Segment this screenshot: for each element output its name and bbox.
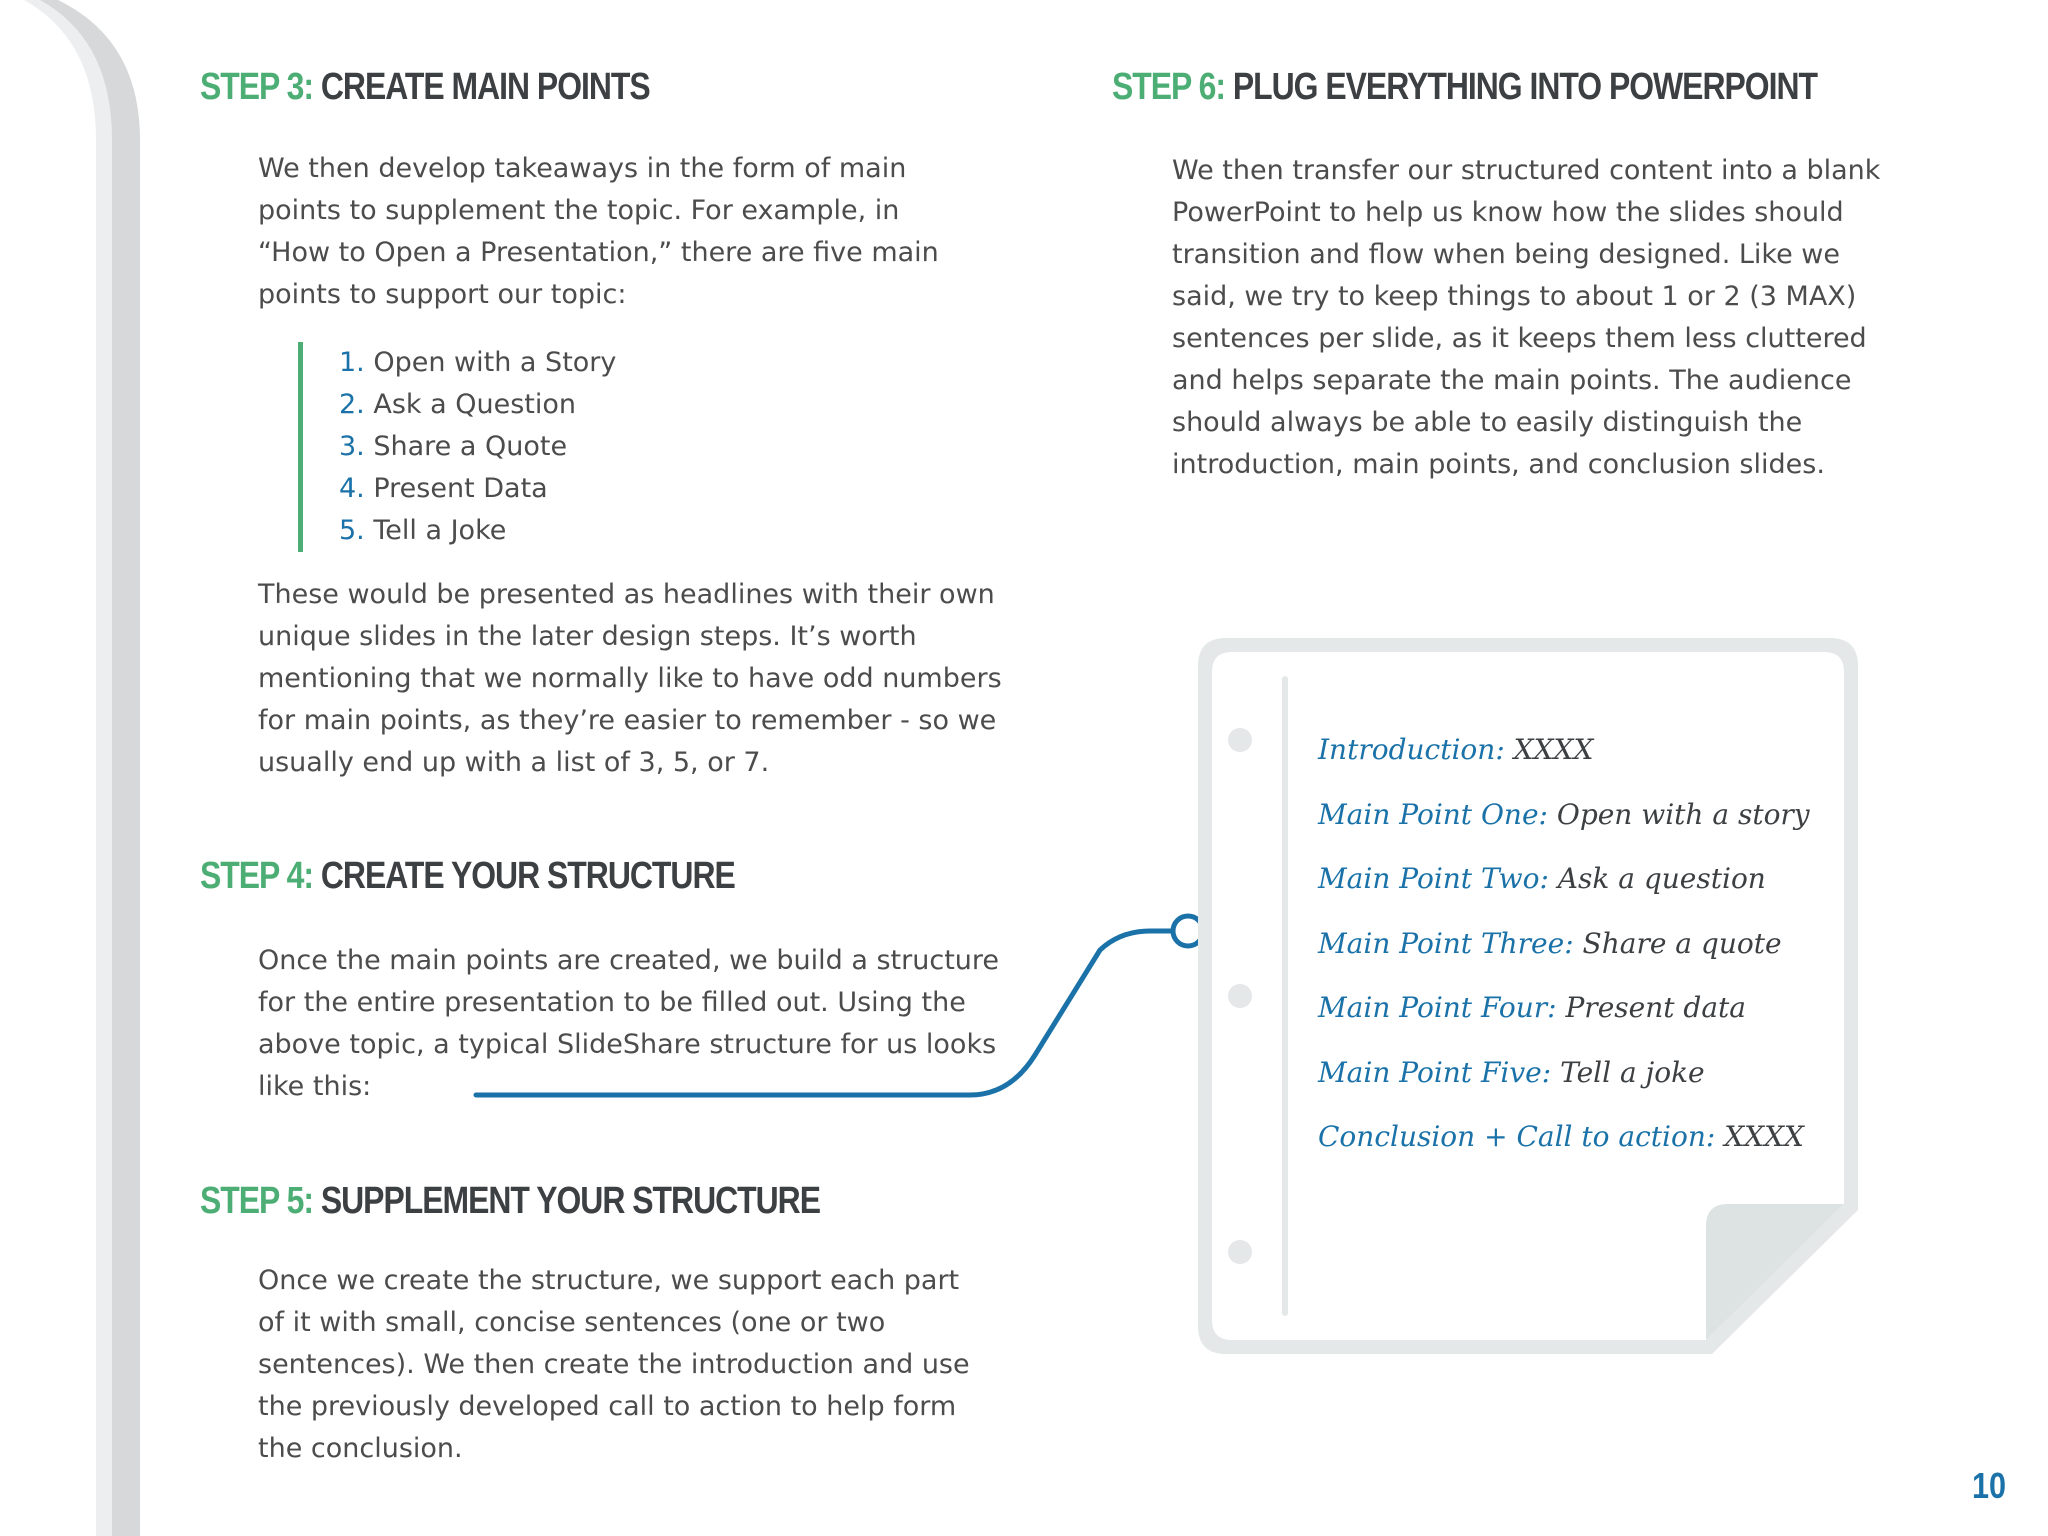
- page-binding-decoration: [0, 0, 150, 1536]
- notepad-line-label: Introduction:: [1318, 733, 1505, 766]
- notepad-line-value: Present data: [1565, 991, 1746, 1024]
- list-item-text: Share a Quote: [373, 431, 568, 462]
- notepad-line: [1318, 847, 1810, 912]
- main-points-list: [298, 342, 616, 552]
- list-item: [339, 342, 616, 384]
- notepad-line: [1318, 1041, 1810, 1106]
- notepad-line-value: XXXX: [1513, 733, 1594, 766]
- notepad-line-value: Open with a story: [1556, 797, 1810, 831]
- notepad-line-value: XXXX: [1724, 1120, 1804, 1153]
- list-item-text: Open with a Story: [373, 347, 617, 378]
- step5-body: Once we create the structure, we support each part of it with small, concise sentences (one or two sentences). We then create the introduction and use the previously developed call to action to help form the conclusion.: [258, 1265, 970, 1464]
- notepad-line: [1318, 912, 1810, 977]
- list-item-number: 4.: [339, 473, 365, 504]
- notepad-line-value: Ask a question: [1557, 862, 1766, 895]
- notepad-line-label: Main Point Five:: [1318, 1055, 1552, 1089]
- step6-title: PLUG EVERYTHING INTO POWERPOINT: [1232, 66, 1818, 108]
- notepad-line-label: Main Point Two:: [1318, 862, 1549, 895]
- step4-title: CREATE YOUR STRUCTURE: [320, 855, 735, 897]
- step3-outro: These would be presented as headlines with their own unique slides in the later design steps. It’s worth mentioning that we normally like to have odd numbers for main points, as they’re easier to remember - so we usually end up with a list of 3, 5, or 7.: [258, 579, 1002, 778]
- list-item: [339, 426, 616, 468]
- step4-body: Once the main points are created, we build a structure for the entire presentation to be filled out. Using the above topic, a typical SlideShare structure for us looks like this:: [258, 945, 1000, 1102]
- notepad-lines: [1318, 718, 1810, 1170]
- page-number: 10: [1971, 1465, 2006, 1506]
- list-item-text: Ask a Question: [373, 389, 577, 420]
- list-item-number: 2.: [339, 389, 365, 420]
- step3-heading: [200, 66, 650, 109]
- list-item: [339, 468, 616, 510]
- binder-hole-icon: [1228, 1240, 1252, 1264]
- notepad-line: [1318, 783, 1810, 848]
- step4-prefix: STEP 4:: [200, 855, 313, 897]
- notepad-line-value: Tell a joke: [1560, 1055, 1705, 1089]
- list-item-number: 5.: [339, 515, 365, 546]
- notepad-line-label: Main Point Four:: [1318, 991, 1557, 1024]
- list-item-text: Tell a Joke: [373, 515, 507, 546]
- step3-title: CREATE MAIN POINTS: [320, 66, 650, 108]
- notepad-line-label: Main Point Three:: [1318, 926, 1574, 960]
- notepad-line: [1318, 718, 1810, 783]
- notepad-line-value: Share a quote: [1582, 926, 1782, 960]
- step4-heading: [200, 855, 735, 898]
- notepad-line-label: Main Point One:: [1318, 797, 1548, 831]
- binder-hole-icon: [1228, 984, 1252, 1008]
- step5-title: SUPPLEMENT YOUR STRUCTURE: [320, 1180, 821, 1222]
- step5-section: [200, 1180, 938, 1223]
- step3-prefix: STEP 3:: [200, 66, 313, 108]
- notepad-line: [1318, 976, 1810, 1041]
- step4-section: [200, 855, 837, 898]
- binder-hole-icon: [1228, 728, 1252, 752]
- step5-heading: [200, 1180, 820, 1223]
- step6-prefix: STEP 6:: [1112, 66, 1225, 108]
- list-item-text: Present Data: [373, 473, 548, 504]
- step6-section: [1112, 66, 1951, 109]
- step6-body: We then transfer our structured content into a blank PowerPoint to help us know how the slides should transition and flow when being designed. Like we said, we try to keep things to about 1 or 2 (3 MAX) sentences per slide, as it keeps them less cluttered and helps separate the main points. The audience should always be able to easily distinguish the introduction, main points, and conclusion slides.: [1172, 155, 1881, 480]
- notepad-line: [1318, 1105, 1810, 1170]
- notepad-line-label: Conclusion + Call to action:: [1318, 1120, 1716, 1153]
- step5-prefix: STEP 5:: [200, 1180, 313, 1222]
- step3-section: [200, 66, 735, 109]
- list-item-number: 3.: [339, 431, 365, 462]
- step3-intro: We then develop takeaways in the form of main points to supplement the topic. For example, in “How to Open a Presentation,” there are five main points to support our topic:: [258, 153, 939, 310]
- step6-heading: [1112, 66, 1817, 109]
- connector-line: [470, 905, 1210, 1105]
- list-item: [339, 510, 616, 552]
- list-item: [339, 384, 616, 426]
- list-item-number: 1.: [339, 347, 365, 378]
